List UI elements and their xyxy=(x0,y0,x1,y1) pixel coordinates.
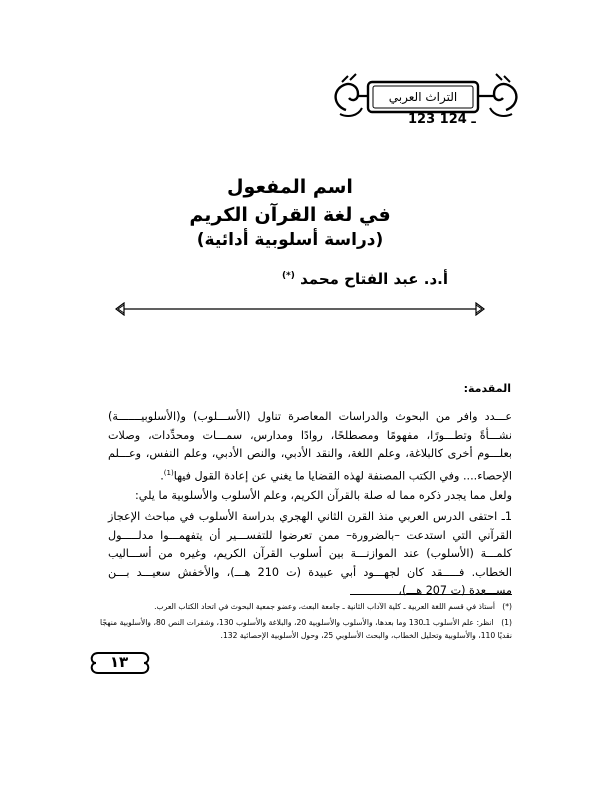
footnote-2: (1) انظر: علم الأسلوب 1ـ130 وما بعدها، والأسلوب والأسلوبية 20، والبلاغة والأسلوب 130، وشفرات النص 80، والأسلوبية منهجًا نقديًا 110، والأسلوبية وتحليل الخطاب، والبحث الأسلوبي 25، وحول الأسلوبية الإحصائية 132. xyxy=(100,618,512,640)
page-range: 123 ـ 124 xyxy=(408,112,476,127)
footnote-ref: (1) xyxy=(163,468,174,477)
body-paragraph-1: عـــدد وافر من البحوث والدراسات المعاصرة تناول (الأســـلوب) و(الأسلوبيـــــــة) نشـــأةً وتطـــورًا، مفهومًا ومصطلحًا، روادًا ومدارس، سمـــات ومحدِّدات، وصلات بعلـــوم أخرى كالبلاغة، وعلم اللغة، والنقد الأدبي، والنص الأدبي، وعلم النفس، وعـــلم الإحصاء.... وفي الكتب المصنفة لهذه القضايا ما يغني عن إعادة القول فيها$^{(1)}$. xyxy=(108,410,512,483)
author-footnote-marker: (*) xyxy=(281,271,295,281)
author-line xyxy=(100,270,448,288)
body-paragraph-2: ولعل مما يجدر ذكره مما له صلة بالقرآن الكريم، وعلم الأسلوب والأسلوبية ما يلي: xyxy=(135,489,512,502)
footnote-1: (*) أستاذ في قسم اللغة العربية ـ كلية الآداب الثانية ـ جامعة البعث، وعضو جمعية البحوث في اتحاد الكتاب العرب. xyxy=(154,602,512,611)
footnote-rule xyxy=(350,594,512,595)
divider-arrow-left-icon xyxy=(116,303,124,315)
divider-arrow-right-icon xyxy=(476,303,484,315)
article-title-line2: في لغة القرآن الكريم xyxy=(189,204,391,226)
article-subtitle: (دراسة أسلوبية أدائية) xyxy=(196,230,384,250)
body-paragraph-3: 1ـ احتفى الدرس العربي منذ القرن الثاني الهجري بدراسة الأسلوب في مباحث الإعجاز القرآني التي استدعت –بالضرورة– ممن تعرضوا للتفســـير أن يتفهمـــوا مدلـــــول كلمـــة (الأسلوب) عند الموازنـــة بين أسلوب القرآن الكريم، وغيره من أســـاليب الخطاب. فـــــقد كان لجهـــود أبي عبيدة (ت 210 هـــ)، والأخفش سعيـــد بـــن مســـعدة (ت 207 هـــ)، xyxy=(108,510,512,597)
article-title-line1: اسم المفعول xyxy=(227,176,353,198)
right-scroll-ornament xyxy=(494,84,516,110)
left-scroll-ornament xyxy=(336,84,358,110)
section-heading: المقدمة: xyxy=(463,382,511,395)
title-divider xyxy=(114,302,486,316)
page-number: ١٣ xyxy=(109,653,129,671)
author-name: أ.د. عبد الفتاح محمد xyxy=(300,270,448,288)
journal-name: التراث العربي xyxy=(388,90,458,104)
